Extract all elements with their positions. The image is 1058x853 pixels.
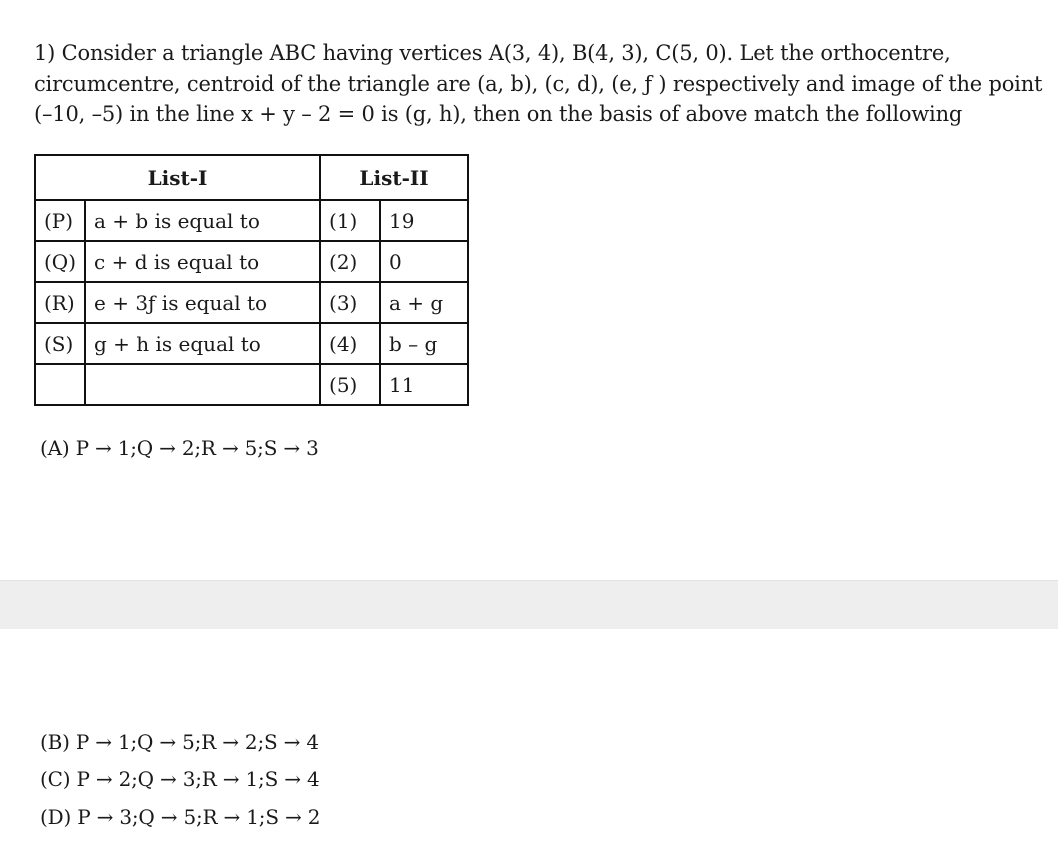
list1-label: (P) bbox=[35, 200, 85, 241]
list2-item: 19 bbox=[380, 200, 468, 241]
table-row bbox=[35, 364, 468, 405]
list1-item: c + d is equal to bbox=[85, 241, 320, 282]
option-d: (D) P → 3;Q → 5;R → 1;S → 2 bbox=[40, 805, 321, 829]
list2-label: (4) bbox=[320, 323, 380, 364]
list1-label: (R) bbox=[35, 282, 85, 323]
list2-label: (5) bbox=[320, 364, 380, 405]
table-header-row bbox=[35, 155, 468, 200]
list1-label bbox=[35, 364, 85, 405]
option-b: (B) P → 1;Q → 5;R → 2;S → 4 bbox=[40, 730, 319, 754]
table-row bbox=[35, 323, 468, 364]
list2-item: b – g bbox=[380, 323, 468, 364]
table-row bbox=[35, 282, 468, 323]
question-text: 1) Consider a triangle ABC having vertices A(3, 4), B(4, 3), C(5, 0). Let the orthocentre, circumcentre, centroid of the triangle are (a, b), (c, d), (e, ƒ ) respectively and image of the point (–10, –5) in the line x + y – 2 = 0 is (g, h), then on the basis of above match the following bbox=[34, 41, 1043, 126]
list2-item: 11 bbox=[380, 364, 468, 405]
match-table bbox=[34, 154, 469, 406]
list1-item bbox=[85, 364, 320, 405]
list2-label: (1) bbox=[320, 200, 380, 241]
list1-item: a + b is equal to bbox=[85, 200, 320, 241]
list2-item: 0 bbox=[380, 241, 468, 282]
list2-label: (3) bbox=[320, 282, 380, 323]
table-row bbox=[35, 200, 468, 241]
option-c: (C) P → 2;Q → 3;R → 1;S → 4 bbox=[40, 767, 320, 791]
header-list-2: List-II bbox=[320, 155, 468, 200]
page-separator-band bbox=[0, 580, 1058, 629]
list1-label: (Q) bbox=[35, 241, 85, 282]
list1-item: g + h is equal to bbox=[85, 323, 320, 364]
option-a: (A) P → 1;Q → 2;R → 5;S → 3 bbox=[40, 436, 319, 460]
table-row bbox=[35, 241, 468, 282]
header-list-1: List-I bbox=[35, 155, 320, 200]
list1-item: e + 3ƒ is equal to bbox=[85, 282, 320, 323]
list2-item: a + g bbox=[380, 282, 468, 323]
list1-label: (S) bbox=[35, 323, 85, 364]
list2-label: (2) bbox=[320, 241, 380, 282]
